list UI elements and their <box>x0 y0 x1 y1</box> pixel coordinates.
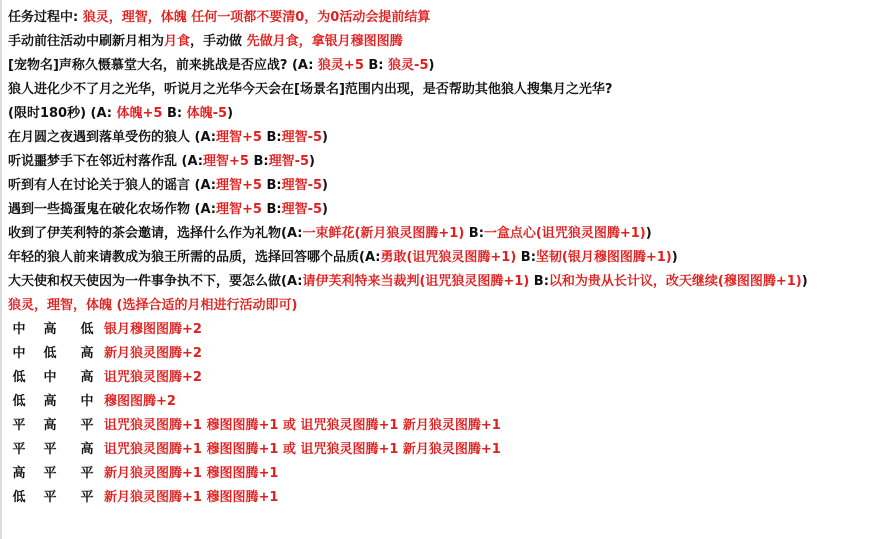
body-text: 听到有人在讨论关于狼人的谣言 (A: <box>8 178 216 193</box>
body-text: 听说噩梦手下在邻近村落作乱 (A: <box>8 154 203 169</box>
reward-text: 穆图图腾+2 <box>104 394 176 409</box>
table-row <box>8 366 876 390</box>
wolf-spirit-level: 平 <box>12 442 26 457</box>
wolf-spirit-level: 平 <box>12 418 26 433</box>
physique-level: 平 <box>80 490 94 505</box>
physique-level: 中 <box>80 394 94 409</box>
wolf-spirit-level: 中 <box>12 322 26 337</box>
body-text: 狼人进化少不了月之光华，听说月之光华今天会在[场景名]范围内出现，是否帮助其他狼人搜集月之光华? <box>8 82 613 97</box>
table-row <box>8 318 876 342</box>
table-row <box>8 390 876 414</box>
instruction-line <box>8 102 876 126</box>
body-text: ) <box>322 178 328 193</box>
highlight-text: 理智+5 <box>215 178 262 193</box>
sanity-level: 高 <box>43 322 57 337</box>
body-text: (限时180秒) (A: <box>8 106 117 121</box>
highlight-text: 理智+5 <box>215 202 262 217</box>
highlight-text: 月食 <box>164 34 191 49</box>
highlight-text: 体魄+5 <box>116 106 163 121</box>
wolf-spirit-level: 低 <box>12 490 26 505</box>
body-text: B: <box>464 226 484 241</box>
body-text: B: <box>261 202 282 217</box>
table-row <box>8 462 876 486</box>
instruction-line <box>8 126 876 150</box>
body-text: 在月圆之夜遇到落单受伤的狼人 (A: <box>8 130 216 145</box>
highlight-text: 以和为贵从长计议，改天继续(穆图图腾+1) <box>548 274 802 289</box>
wolf-spirit-level: 低 <box>12 370 26 385</box>
highlight-text: 理智-5 <box>281 178 323 193</box>
physique-level: 平 <box>80 466 94 481</box>
body-text: [宠物名]声称久慑慕堂大名，前来挑战是否应战? (A: <box>8 58 318 73</box>
body-text: ) <box>645 226 652 241</box>
instruction-line <box>8 270 876 294</box>
wolf-spirit-level: 中 <box>12 346 26 361</box>
body-text: B: <box>261 178 282 193</box>
body-text: B: <box>529 274 549 289</box>
instruction-line <box>8 150 876 174</box>
body-text: B: <box>248 154 269 169</box>
body-text: ) <box>801 274 808 289</box>
sanity-level: 高 <box>43 418 57 433</box>
table-row <box>8 438 876 462</box>
body-text: 大天使和权天使因为一件事争执不下，要怎么做(A: <box>8 274 303 289</box>
instruction-line <box>8 246 876 270</box>
physique-level: 高 <box>80 346 94 361</box>
instruction-line <box>8 30 876 54</box>
sanity-level: 平 <box>43 442 57 457</box>
reward-text: 银月穆图图腾+2 <box>104 322 202 337</box>
highlight-text: 请伊芙利特来当裁判(诅咒狼灵图腾+1) <box>302 274 530 289</box>
reward-text: 诅咒狼灵图腾+1 穆图图腾+1 或 诅咒狼灵图腾+1 新月狼灵图腾+1 <box>104 418 501 433</box>
highlight-text: 理智-5 <box>281 202 323 217</box>
highlight-text: 坚韧(银月穆图图腾+1) <box>535 250 672 265</box>
highlight-text: 狼灵-5 <box>388 58 429 73</box>
body-text: 遇到一些捣蛋鬼在破化农场作物 (A: <box>8 202 216 217</box>
moon-phase-reward-table <box>8 318 876 510</box>
sanity-level: 中 <box>43 370 57 385</box>
page-left-border <box>0 0 2 539</box>
body-text: B: <box>363 58 389 73</box>
body-text: ) <box>428 58 435 73</box>
highlight-text: 一束鲜花(新月狼灵图腾+1) <box>302 226 465 241</box>
sanity-level: 低 <box>43 346 57 361</box>
highlight-text: 一盒点心(诅咒狼灵图腾+1) <box>483 226 646 241</box>
body-text: ，手动做 <box>190 34 247 49</box>
highlight-text: 狼灵，理智，体魄 (选择合适的月相进行活动即可) <box>8 298 298 313</box>
reward-text: 诅咒狼灵图腾+1 穆图图腾+1 或 诅咒狼灵图腾+1 新月狼灵图腾+1 <box>104 442 501 457</box>
body-text: B: <box>516 250 536 265</box>
body-text: 任务过程中: <box>8 10 83 25</box>
table-row <box>8 342 876 366</box>
highlight-text: 体魄-5 <box>186 106 228 121</box>
body-text: B: <box>162 106 187 121</box>
physique-level: 高 <box>80 442 94 457</box>
reward-text: 新月狼灵图腾+2 <box>104 346 202 361</box>
highlight-text: 狼灵，理智，体魄 任何一项都不要清0，为0活动会提前结算 <box>82 10 431 25</box>
highlight-text: 理智+5 <box>215 130 262 145</box>
reward-text: 诅咒狼灵图腾+2 <box>104 370 202 385</box>
instruction-line <box>8 294 876 318</box>
instruction-line <box>8 222 876 246</box>
instruction-line <box>8 78 876 102</box>
highlight-text: 勇敢(诅咒狼灵图腾+1) <box>380 250 517 265</box>
table-row <box>8 414 876 438</box>
highlight-text: 先做月食，拿银月穆图图腾 <box>246 34 403 49</box>
body-text: 手动前往活动中刷新月相为 <box>8 34 165 49</box>
sanity-level: 平 <box>43 466 57 481</box>
body-text: ) <box>322 202 328 217</box>
body-text: ) <box>227 106 234 121</box>
body-text: ) <box>309 154 315 169</box>
highlight-text: 理智-5 <box>268 154 310 169</box>
sanity-level: 平 <box>43 490 57 505</box>
body-text: 年轻的狼人前来请教成为狼王所需的品质，选择回答哪个品质(A: <box>8 250 381 265</box>
highlight-text: 狼灵+5 <box>317 58 364 73</box>
highlight-text: 理智-5 <box>281 130 323 145</box>
reward-text: 新月狼灵图腾+1 穆图图腾+1 <box>104 490 279 505</box>
body-text: ) <box>671 250 678 265</box>
task-guide-document <box>8 6 876 510</box>
physique-level: 高 <box>80 370 94 385</box>
physique-level: 低 <box>80 322 94 337</box>
instruction-lines <box>8 6 876 318</box>
body-text: 收到了伊芙利特的茶会邀请，选择什么作为礼物(A: <box>8 226 303 241</box>
sanity-level: 高 <box>43 394 57 409</box>
instruction-line <box>8 6 876 30</box>
wolf-spirit-level: 高 <box>12 466 26 481</box>
physique-level: 平 <box>80 418 94 433</box>
instruction-line <box>8 174 876 198</box>
instruction-line <box>8 54 876 78</box>
body-text: ) <box>322 130 328 145</box>
highlight-text: 理智+5 <box>202 154 249 169</box>
reward-text: 新月狼灵图腾+1 穆图图腾+1 <box>104 466 279 481</box>
body-text: B: <box>261 130 282 145</box>
wolf-spirit-level: 低 <box>12 394 26 409</box>
instruction-line <box>8 198 876 222</box>
table-row <box>8 486 876 510</box>
